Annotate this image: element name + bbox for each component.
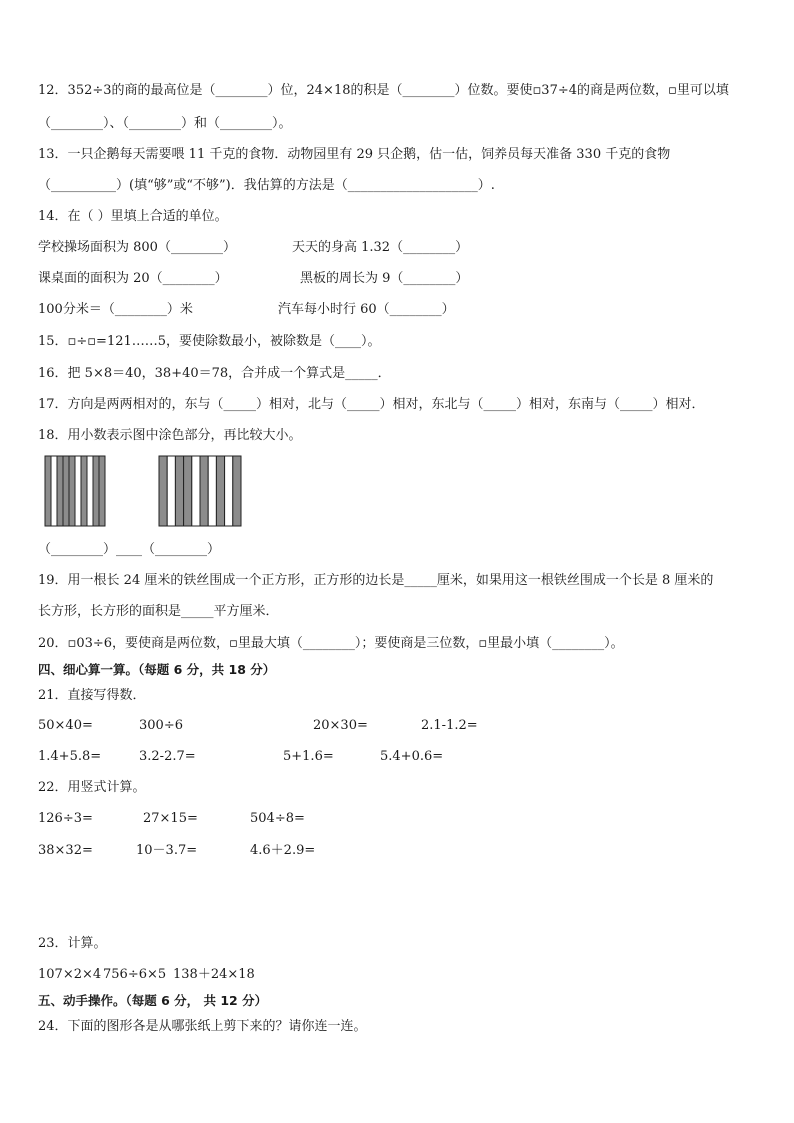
q19-line2: 长方形，长方形的面积是_____平方厘米． xyxy=(38,604,279,619)
q15: 15．▫÷▫=121……5，要使除数最小，被除数是（____）。 xyxy=(38,334,381,349)
q21-r2-c2: 3.2-2.7= xyxy=(139,749,196,764)
q22-r1-c1: 126÷3= xyxy=(38,811,93,826)
section5-heading: 五、动手操作。（每题 6 分， 共 12 分） xyxy=(38,993,268,1008)
q12-line2: （________）、（________）和（________）。 xyxy=(38,116,292,131)
q18-figure-right xyxy=(158,455,242,527)
left-figure-strip-6 xyxy=(75,456,81,526)
q18-title: 18．用小数表示图中涂色部分，再比较大小。 xyxy=(38,428,302,443)
q22-r1-c2: 27×15= xyxy=(143,811,198,826)
left-figure-strip-4 xyxy=(63,456,69,526)
q13-line1: 13．一只企鹅每天需要喂 11 千克的食物．动物园里有 29 只企鹅，估一估，饲养员每天准备 330 千克的食物 xyxy=(38,147,671,162)
left-figure-strip-9 xyxy=(93,456,99,526)
q21-r2-c4: 5.4+0.6= xyxy=(380,749,444,764)
q22-r2-c3: 4.6＋2.9= xyxy=(250,843,316,858)
q21-r1-c2: 300÷6 xyxy=(139,718,183,733)
q14-row2-right: 黑板的周长为 9（________） xyxy=(300,271,469,286)
q23-title: 23．计算。 xyxy=(38,936,107,951)
q22-r2-c1: 38×32= xyxy=(38,843,93,858)
q21-r2-c3: 5+1.6= xyxy=(283,749,334,764)
right-figure-strip-9 xyxy=(225,456,233,526)
left-figure-strip-1 xyxy=(45,456,51,526)
q19-line1: 19．用一根长 24 厘米的铁丝围成一个正方形，正方形的边长是_____厘米，如果用这一根铁丝围成一个长是 8 厘米的 xyxy=(38,573,714,588)
section4-heading: 四、细心算一算。（每题 6 分，共 18 分） xyxy=(38,662,276,677)
q14-row2-left: 课桌面的面积为 20（________） xyxy=(38,271,228,286)
q17: 17．方向是两两相对的，东与（_____）相对，北与（_____）相对，东北与（_____）相对，东南与（_____）相对． xyxy=(38,397,705,412)
right-figure-strip-10 xyxy=(233,456,241,526)
q21-r1-c4: 2.1-1.2= xyxy=(421,718,478,733)
q23-item1: 107×2×4 xyxy=(38,967,102,982)
left-figure-strip-10 xyxy=(99,456,105,526)
q13-line2: （__________）(填“够”或“不够”)．我估算的方法是（____________________）. xyxy=(38,178,495,193)
right-figure-strip-8 xyxy=(216,456,224,526)
right-figure-strip-4 xyxy=(184,456,192,526)
left-figure-strip-5 xyxy=(69,456,75,526)
q20: 20．▫03÷6，要使商是两位数，▫里最大填（________）；要使商是三位数，▫里最小填（________）。 xyxy=(38,636,624,651)
right-figure-strip-3 xyxy=(175,456,183,526)
q23-item3: 138＋24×18 xyxy=(173,967,255,982)
q21-title: 21．直接写得数． xyxy=(38,688,146,703)
q14-row3-right: 汽车每小时行 60（________） xyxy=(278,302,455,317)
q22-r2-c2: 10－3.7= xyxy=(136,843,198,858)
q18-answer: （________）____（________） xyxy=(38,542,221,557)
q24: 24．下面的图形各是从哪张纸上剪下来的？请你连一连。 xyxy=(38,1019,367,1034)
right-figure-strip-7 xyxy=(208,456,216,526)
q14-row1-left: 学校操场面积为 800（________） xyxy=(38,240,236,255)
q12-line1: 12．352÷3的商的最高位是（________）位，24×18的积是（________）位数。要使▫37÷4的商是两位数，▫里可以填 xyxy=(38,83,729,98)
right-figure-strip-6 xyxy=(200,456,208,526)
right-figure-strip-2 xyxy=(167,456,175,526)
q22-title: 22．用竖式计算。 xyxy=(38,780,146,795)
left-figure-strip-2 xyxy=(51,456,57,526)
q14-row3-left: 100分米＝（________）米 xyxy=(38,302,193,317)
q16: 16．把 5×8＝40，38+40＝78，合并成一个算式是_____． xyxy=(38,366,391,381)
right-figure-strip-5 xyxy=(192,456,200,526)
q22-r1-c3: 504÷8= xyxy=(250,811,305,826)
q21-r2-c1: 1.4+5.8= xyxy=(38,749,102,764)
q23-item2: 756÷6×5 xyxy=(103,967,167,982)
q18-figure-left xyxy=(44,455,106,527)
q21-r1-c3: 20×30= xyxy=(313,718,368,733)
left-figure-strip-3 xyxy=(57,456,63,526)
q14-title: 14．在（ ）里填上合适的单位。 xyxy=(38,209,228,224)
q21-r1-c1: 50×40= xyxy=(38,718,93,733)
q14-row1-right: 天天的身高 1.32（________） xyxy=(292,240,469,255)
left-figure-strip-7 xyxy=(81,456,87,526)
right-figure-strip-1 xyxy=(159,456,167,526)
left-figure-strip-8 xyxy=(87,456,93,526)
